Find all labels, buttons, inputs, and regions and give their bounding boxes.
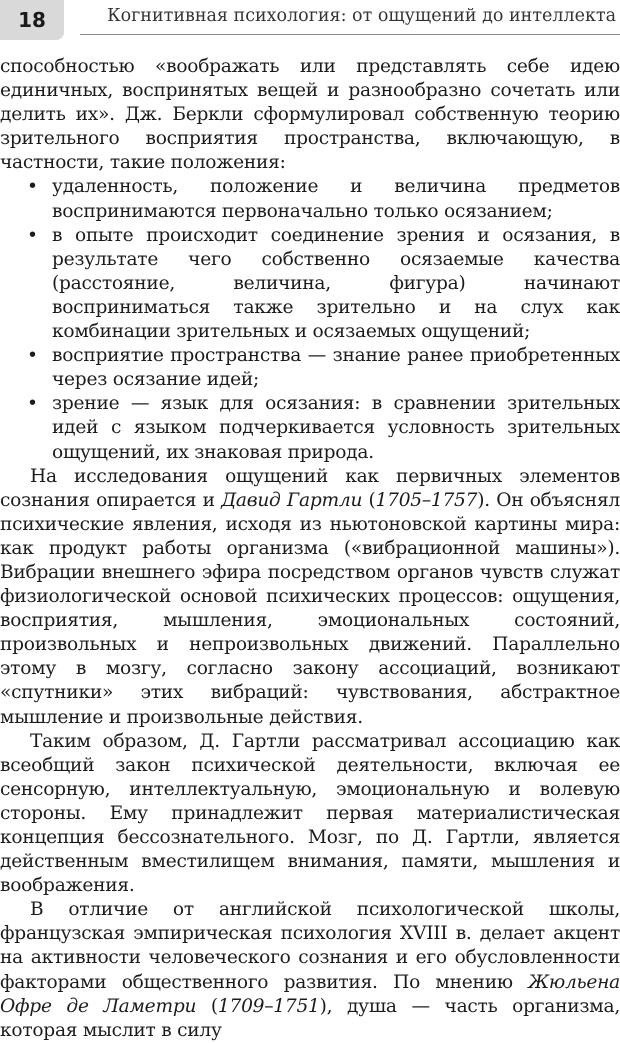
hartley-dates: 1705–1757 (375, 489, 478, 511)
intro-paragraph: способностью «воображать или представлять себе идею единичных, воспринятых вещей и разнообразно сочетать или делить их». Дж. Беркли сформулировал собственную теорию зрительного восприятия пространства, включающую, в частности, такие положения: (0, 56, 620, 174)
page-header (0, 0, 620, 44)
lamettrie-name: Жюльена Офре де Ламетри (0, 971, 620, 1017)
list-item-text: зрение — язык для осязания: в сравнении зрительных идей с языком подчеркивается условность зрительных ощущений, их знаковая природа. (52, 393, 620, 463)
hartley-open-paren: ( (362, 489, 376, 511)
summary-paragraph: Таким образом, Д. Гартли рассматривал ассоциацию как всеобщий закон психической деятельности, включая ее сенсорную, интеллектуальную, эмоциональную и волевую стороны. Ему принадлежит первая материалистическая концепция бессознательного. Мозг, по Д. Гартли, является действенным вместилищем внимания, памяти, мышления и воображения. (0, 730, 620, 897)
page-number: 18 (0, 0, 64, 40)
french-paragraph (0, 898, 620, 1043)
list-item (0, 344, 620, 392)
running-title: Когнитивная психология: от ощущений до интеллекта (107, 6, 616, 26)
list-item-text: удаленность, положение и величина предметов воспринимаются первоначально только осязанием; (52, 176, 620, 222)
list-item-text: в опыте происходит соединение зрения и осязания, в результате чего собственно осязаемые качества (расстояние, величина, фигура) начинают восприниматься также зрительно и на слух как комбинации зрительных и осязаемых ощущений; (52, 224, 620, 343)
french-text-after: ), душа — часть организма, которая мыслит в силу (0, 995, 620, 1041)
bullet-list (0, 175, 620, 464)
bullet-icon: • (27, 176, 38, 198)
french-text-before: В отличие от английской психологической школы, французская эмпирическая психология XVIII в. делает акцент на активности человеческого сознания и его обусловленности факторами общественного развития. По мнению (0, 899, 620, 993)
lamettrie-dates: 1709–1751 (217, 995, 320, 1017)
bullet-icon: • (27, 345, 38, 367)
bullet-icon: • (27, 224, 38, 246)
list-item (0, 392, 620, 464)
hartley-name: Давид Гартли (221, 489, 363, 511)
hartley-text-after: ). Он объяснял психические явления, исходя из ньютоновской картины мира: как продукт работы организма («вибрационной машины»). Вибрации внешнего эфира посредством органов чувств служат физиологической основой психических процессов: ощущения, восприятия, мышления, эмоциональных состояний, произвольных и непроизвольных движений. Параллельно этому в мозгу, согласно закону ассоциаций, возникают «спутники» этих вибраций: чувствования, абстрактное мышление и произвольные действия. (0, 489, 620, 728)
lamettrie-open-paren: ( (196, 995, 218, 1017)
list-item-text: восприятие пространства — знание ранее приобретенных через осязание идей; (52, 345, 620, 391)
list-item (0, 224, 620, 344)
page-body (0, 55, 620, 1043)
hartley-text-before: На исследования ощущений как первичных элементов сознания опирается и (0, 465, 620, 511)
header-divider (80, 34, 620, 35)
bullet-icon: • (27, 393, 38, 415)
list-item (0, 175, 620, 223)
hartley-paragraph (0, 465, 620, 730)
